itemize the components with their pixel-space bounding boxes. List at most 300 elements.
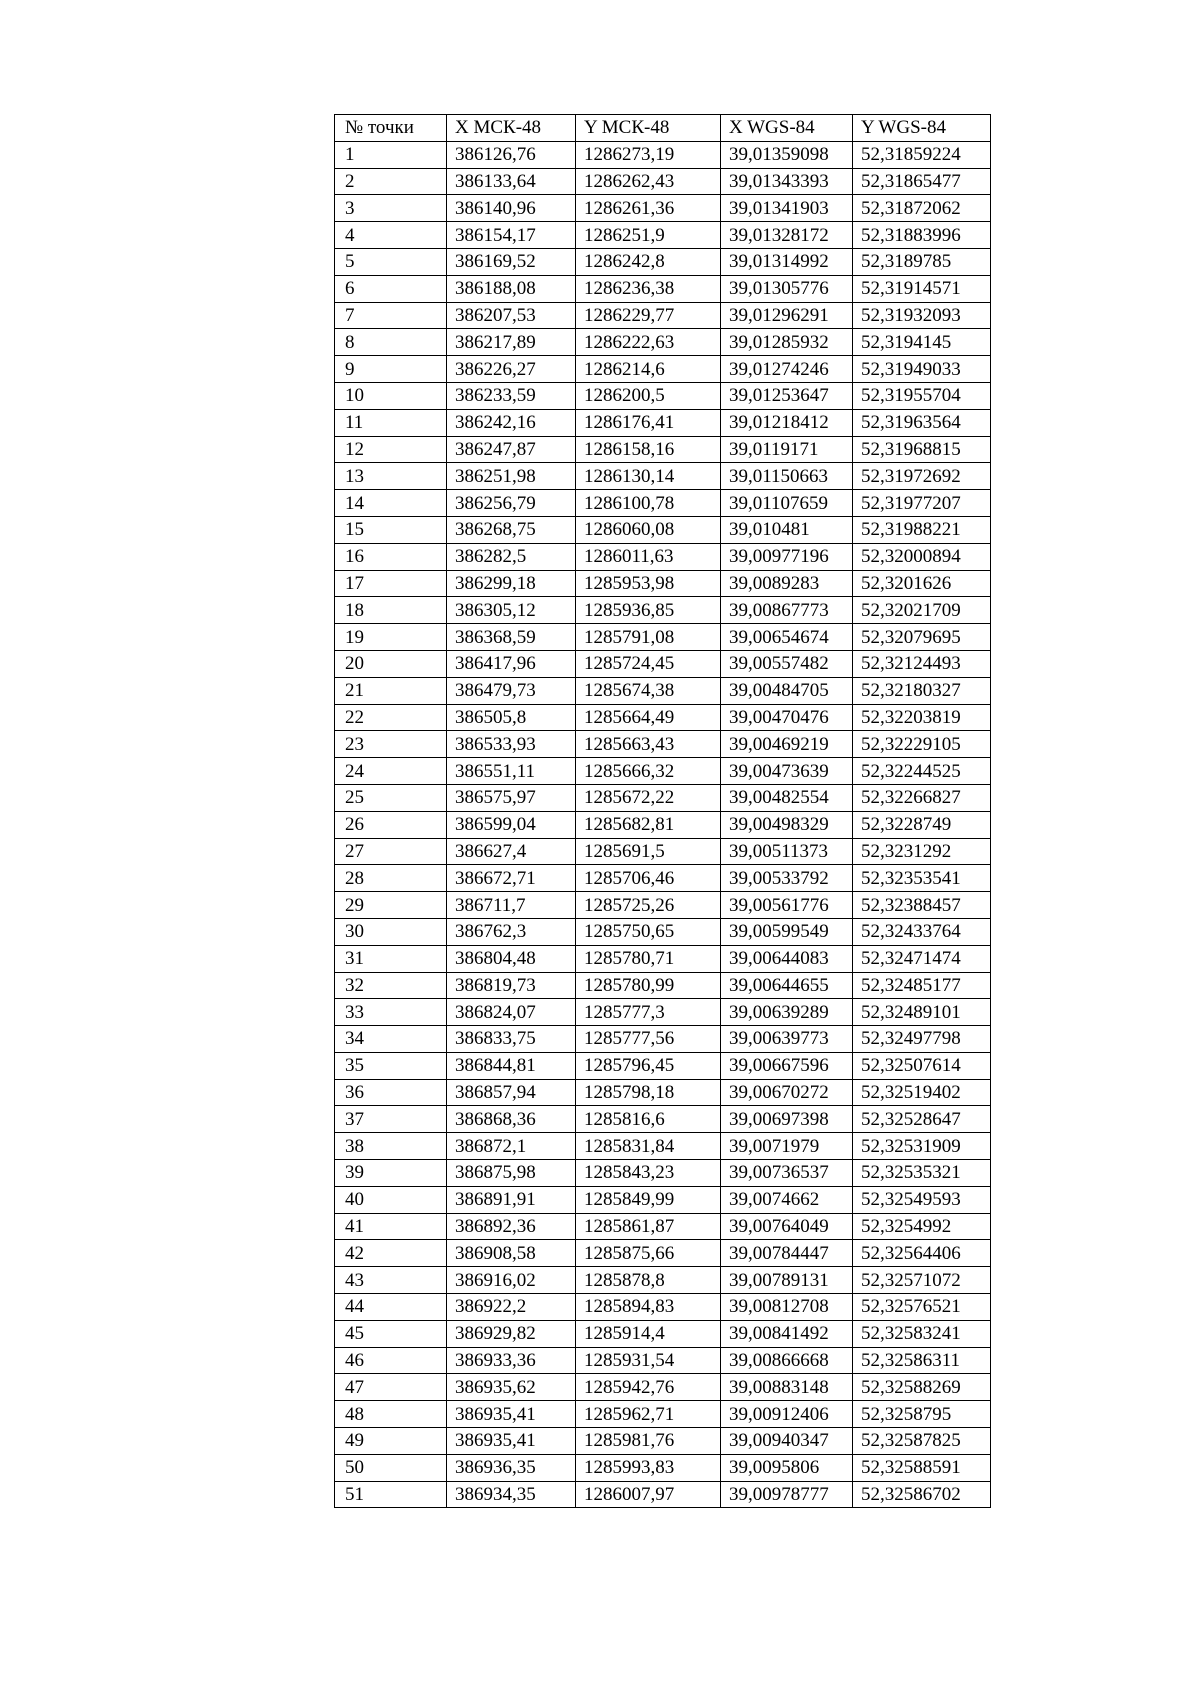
cell-x-wgs84: 39,01253647: [721, 382, 853, 409]
cell-x-wgs84: 39,01305776: [721, 275, 853, 302]
table-row: [335, 1481, 991, 1508]
cell-y-wgs84: 52,32485177: [853, 972, 991, 999]
table-row: [335, 543, 991, 570]
cell-y-wgs84: 52,32564406: [853, 1240, 991, 1267]
cell-x-wgs84: 39,00697398: [721, 1106, 853, 1133]
cell-x-wgs84: 39,00561776: [721, 892, 853, 919]
header-y-msk48: Y МСК-48: [576, 115, 721, 142]
cell-y-msk48: 1285672,22: [576, 784, 721, 811]
cell-x-wgs84: 39,01296291: [721, 302, 853, 329]
cell-y-wgs84: 52,32531909: [853, 1133, 991, 1160]
cell-y-wgs84: 52,32244525: [853, 758, 991, 785]
cell-y-msk48: 1286011,63: [576, 543, 721, 570]
cell-x-wgs84: 39,01341903: [721, 195, 853, 222]
cell-point-number: 7: [335, 302, 447, 329]
cell-y-wgs84: 52,32583241: [853, 1320, 991, 1347]
cell-y-wgs84: 52,32489101: [853, 999, 991, 1026]
cell-point-number: 30: [335, 918, 447, 945]
cell-y-msk48: 1285831,84: [576, 1133, 721, 1160]
cell-y-msk48: 1286273,19: [576, 141, 721, 168]
table-row: [335, 356, 991, 383]
cell-x-msk48: 386857,94: [447, 1079, 576, 1106]
cell-x-wgs84: 39,00670272: [721, 1079, 853, 1106]
cell-y-wgs84: 52,32571072: [853, 1267, 991, 1294]
table-row: [335, 1240, 991, 1267]
cell-y-msk48: 1285962,71: [576, 1401, 721, 1428]
table-row: [335, 1347, 991, 1374]
header-x-msk48: X МСК-48: [447, 115, 576, 142]
cell-point-number: 37: [335, 1106, 447, 1133]
cell-y-msk48: 1285981,76: [576, 1428, 721, 1455]
cell-y-wgs84: 52,32433764: [853, 918, 991, 945]
cell-x-wgs84: 39,00841492: [721, 1320, 853, 1347]
cell-y-wgs84: 52,32586311: [853, 1347, 991, 1374]
cell-x-wgs84: 39,00498329: [721, 811, 853, 838]
cell-y-msk48: 1285674,38: [576, 677, 721, 704]
cell-point-number: 21: [335, 677, 447, 704]
cell-x-msk48: 386551,11: [447, 758, 576, 785]
cell-y-msk48: 1285691,5: [576, 838, 721, 865]
cell-x-wgs84: 39,01285932: [721, 329, 853, 356]
cell-y-msk48: 1285663,43: [576, 731, 721, 758]
table-row: [335, 1133, 991, 1160]
cell-x-msk48: 386188,08: [447, 275, 576, 302]
table-row: [335, 436, 991, 463]
table-header: [335, 115, 991, 142]
cell-y-msk48: 1285931,54: [576, 1347, 721, 1374]
coordinates-table: [334, 114, 991, 1508]
table-body: [335, 141, 991, 1508]
cell-x-msk48: 386804,48: [447, 945, 576, 972]
cell-x-msk48: 386256,79: [447, 490, 576, 517]
cell-y-msk48: 1285849,99: [576, 1186, 721, 1213]
cell-x-msk48: 386875,98: [447, 1160, 576, 1187]
cell-y-wgs84: 52,31949033: [853, 356, 991, 383]
cell-x-msk48: 386935,41: [447, 1401, 576, 1428]
cell-x-wgs84: 39,01274246: [721, 356, 853, 383]
cell-x-wgs84: 39,00644083: [721, 945, 853, 972]
cell-point-number: 2: [335, 168, 447, 195]
table-row: [335, 892, 991, 919]
cell-x-msk48: 386417,96: [447, 650, 576, 677]
cell-x-wgs84: 39,01107659: [721, 490, 853, 517]
table-row: [335, 329, 991, 356]
cell-y-wgs84: 52,3189785: [853, 248, 991, 275]
cell-y-msk48: 1285791,08: [576, 624, 721, 651]
cell-y-wgs84: 52,32535321: [853, 1160, 991, 1187]
cell-point-number: 43: [335, 1267, 447, 1294]
cell-y-msk48: 1285664,49: [576, 704, 721, 731]
cell-point-number: 41: [335, 1213, 447, 1240]
cell-x-wgs84: 39,0089283: [721, 570, 853, 597]
cell-point-number: 22: [335, 704, 447, 731]
cell-y-msk48: 1286200,5: [576, 382, 721, 409]
cell-x-msk48: 386154,17: [447, 222, 576, 249]
cell-point-number: 6: [335, 275, 447, 302]
table-row: [335, 516, 991, 543]
cell-x-msk48: 386833,75: [447, 1026, 576, 1053]
cell-x-wgs84: 39,01328172: [721, 222, 853, 249]
cell-x-wgs84: 39,0095806: [721, 1454, 853, 1481]
cell-y-wgs84: 52,32497798: [853, 1026, 991, 1053]
cell-y-msk48: 1285816,6: [576, 1106, 721, 1133]
cell-y-wgs84: 52,31963564: [853, 409, 991, 436]
cell-point-number: 49: [335, 1428, 447, 1455]
cell-y-wgs84: 52,32079695: [853, 624, 991, 651]
cell-point-number: 32: [335, 972, 447, 999]
cell-y-wgs84: 52,31955704: [853, 382, 991, 409]
cell-y-msk48: 1286100,78: [576, 490, 721, 517]
cell-x-msk48: 386819,73: [447, 972, 576, 999]
cell-y-wgs84: 52,31977207: [853, 490, 991, 517]
cell-y-msk48: 1285993,83: [576, 1454, 721, 1481]
cell-y-wgs84: 52,31872062: [853, 195, 991, 222]
cell-x-msk48: 386935,41: [447, 1428, 576, 1455]
cell-point-number: 40: [335, 1186, 447, 1213]
cell-x-wgs84: 39,00812708: [721, 1294, 853, 1321]
cell-y-wgs84: 52,32471474: [853, 945, 991, 972]
table-row: [335, 1186, 991, 1213]
cell-x-msk48: 386935,62: [447, 1374, 576, 1401]
cell-y-msk48: 1285780,71: [576, 945, 721, 972]
cell-x-msk48: 386824,07: [447, 999, 576, 1026]
cell-x-wgs84: 39,01343393: [721, 168, 853, 195]
cell-x-msk48: 386711,7: [447, 892, 576, 919]
cell-y-wgs84: 52,3254992: [853, 1213, 991, 1240]
cell-x-wgs84: 39,00667596: [721, 1052, 853, 1079]
cell-y-msk48: 1285942,76: [576, 1374, 721, 1401]
cell-y-msk48: 1286236,38: [576, 275, 721, 302]
table-row: [335, 1079, 991, 1106]
table-row: [335, 650, 991, 677]
cell-x-msk48: 386242,16: [447, 409, 576, 436]
cell-x-wgs84: 39,0119171: [721, 436, 853, 463]
cell-y-msk48: 1286262,43: [576, 168, 721, 195]
cell-point-number: 50: [335, 1454, 447, 1481]
cell-y-msk48: 1285875,66: [576, 1240, 721, 1267]
cell-x-wgs84: 39,00789131: [721, 1267, 853, 1294]
cell-y-msk48: 1285725,26: [576, 892, 721, 919]
cell-point-number: 11: [335, 409, 447, 436]
cell-y-msk48: 1285666,32: [576, 758, 721, 785]
cell-x-wgs84: 39,00764049: [721, 1213, 853, 1240]
cell-x-wgs84: 39,01359098: [721, 141, 853, 168]
cell-x-wgs84: 39,00883148: [721, 1374, 853, 1401]
cell-x-msk48: 386868,36: [447, 1106, 576, 1133]
cell-point-number: 47: [335, 1374, 447, 1401]
cell-y-msk48: 1286222,63: [576, 329, 721, 356]
table-row: [335, 1401, 991, 1428]
cell-point-number: 27: [335, 838, 447, 865]
cell-x-msk48: 386479,73: [447, 677, 576, 704]
cell-point-number: 25: [335, 784, 447, 811]
table-row: [335, 275, 991, 302]
cell-y-wgs84: 52,3194145: [853, 329, 991, 356]
cell-y-wgs84: 52,32021709: [853, 597, 991, 624]
cell-x-wgs84: 39,00940347: [721, 1428, 853, 1455]
cell-y-wgs84: 52,31968815: [853, 436, 991, 463]
cell-y-msk48: 1286229,77: [576, 302, 721, 329]
cell-x-msk48: 386368,59: [447, 624, 576, 651]
cell-x-wgs84: 39,00469219: [721, 731, 853, 758]
cell-point-number: 23: [335, 731, 447, 758]
cell-x-msk48: 386933,36: [447, 1347, 576, 1374]
cell-y-msk48: 1285914,4: [576, 1320, 721, 1347]
cell-point-number: 45: [335, 1320, 447, 1347]
table-row: [335, 811, 991, 838]
table-row: [335, 918, 991, 945]
table-row: [335, 597, 991, 624]
cell-y-msk48: 1285724,45: [576, 650, 721, 677]
cell-point-number: 44: [335, 1294, 447, 1321]
cell-point-number: 10: [335, 382, 447, 409]
cell-x-msk48: 386872,1: [447, 1133, 576, 1160]
cell-x-msk48: 386929,82: [447, 1320, 576, 1347]
cell-point-number: 46: [335, 1347, 447, 1374]
cell-x-wgs84: 39,00977196: [721, 543, 853, 570]
header-row: [335, 115, 991, 142]
table-row: [335, 382, 991, 409]
cell-x-msk48: 386247,87: [447, 436, 576, 463]
cell-y-wgs84: 52,32588591: [853, 1454, 991, 1481]
cell-point-number: 1: [335, 141, 447, 168]
cell-x-msk48: 386533,93: [447, 731, 576, 758]
cell-point-number: 34: [335, 1026, 447, 1053]
cell-x-msk48: 386126,76: [447, 141, 576, 168]
cell-point-number: 33: [335, 999, 447, 1026]
cell-x-wgs84: 39,00470476: [721, 704, 853, 731]
cell-x-msk48: 386844,81: [447, 1052, 576, 1079]
cell-y-wgs84: 52,32203819: [853, 704, 991, 731]
cell-x-wgs84: 39,0074662: [721, 1186, 853, 1213]
cell-x-wgs84: 39,00866668: [721, 1347, 853, 1374]
cell-x-msk48: 386627,4: [447, 838, 576, 865]
cell-y-msk48: 1285777,56: [576, 1026, 721, 1053]
table-row: [335, 1052, 991, 1079]
table-row: [335, 248, 991, 275]
cell-x-wgs84: 39,00639289: [721, 999, 853, 1026]
table-row: [335, 1267, 991, 1294]
cell-point-number: 36: [335, 1079, 447, 1106]
cell-point-number: 3: [335, 195, 447, 222]
cell-x-wgs84: 39,01150663: [721, 463, 853, 490]
cell-y-msk48: 1286251,9: [576, 222, 721, 249]
cell-y-wgs84: 52,32180327: [853, 677, 991, 704]
cell-x-wgs84: 39,00654674: [721, 624, 853, 651]
table-row: [335, 141, 991, 168]
cell-x-msk48: 386233,59: [447, 382, 576, 409]
cell-point-number: 14: [335, 490, 447, 517]
cell-y-wgs84: 52,32000894: [853, 543, 991, 570]
table-row: [335, 409, 991, 436]
cell-x-msk48: 386207,53: [447, 302, 576, 329]
cell-point-number: 20: [335, 650, 447, 677]
table-row: [335, 624, 991, 651]
cell-x-wgs84: 39,00978777: [721, 1481, 853, 1508]
cell-x-wgs84: 39,00639773: [721, 1026, 853, 1053]
cell-y-wgs84: 52,32507614: [853, 1052, 991, 1079]
cell-y-wgs84: 52,32576521: [853, 1294, 991, 1321]
cell-x-msk48: 386505,8: [447, 704, 576, 731]
cell-x-wgs84: 39,00482554: [721, 784, 853, 811]
cell-x-msk48: 386305,12: [447, 597, 576, 624]
cell-x-msk48: 386891,91: [447, 1186, 576, 1213]
cell-point-number: 9: [335, 356, 447, 383]
cell-x-msk48: 386908,58: [447, 1240, 576, 1267]
cell-x-msk48: 386762,3: [447, 918, 576, 945]
cell-point-number: 17: [335, 570, 447, 597]
header-x-wgs84: X WGS-84: [721, 115, 853, 142]
cell-y-wgs84: 52,31865477: [853, 168, 991, 195]
cell-x-msk48: 386133,64: [447, 168, 576, 195]
cell-x-wgs84: 39,01218412: [721, 409, 853, 436]
table-row: [335, 302, 991, 329]
table-row: [335, 1428, 991, 1455]
cell-y-wgs84: 52,32353541: [853, 865, 991, 892]
table-row: [335, 1106, 991, 1133]
cell-x-msk48: 386934,35: [447, 1481, 576, 1508]
cell-y-msk48: 1285936,85: [576, 597, 721, 624]
cell-point-number: 13: [335, 463, 447, 490]
cell-x-msk48: 386916,02: [447, 1267, 576, 1294]
cell-x-wgs84: 39,010481: [721, 516, 853, 543]
table-row: [335, 999, 991, 1026]
cell-y-msk48: 1285843,23: [576, 1160, 721, 1187]
cell-y-wgs84: 52,31883996: [853, 222, 991, 249]
cell-point-number: 26: [335, 811, 447, 838]
table-row: [335, 758, 991, 785]
table-row: [335, 1294, 991, 1321]
cell-x-msk48: 386922,2: [447, 1294, 576, 1321]
cell-x-msk48: 386672,71: [447, 865, 576, 892]
cell-x-wgs84: 39,00484705: [721, 677, 853, 704]
cell-point-number: 24: [335, 758, 447, 785]
header-y-wgs84: Y WGS-84: [853, 115, 991, 142]
cell-y-msk48: 1286214,6: [576, 356, 721, 383]
table-row: [335, 168, 991, 195]
cell-point-number: 35: [335, 1052, 447, 1079]
table-row: [335, 1374, 991, 1401]
cell-y-wgs84: 52,3201626: [853, 570, 991, 597]
cell-y-msk48: 1285780,99: [576, 972, 721, 999]
table-row: [335, 463, 991, 490]
cell-x-msk48: 386599,04: [447, 811, 576, 838]
cell-x-wgs84: 39,01314992: [721, 248, 853, 275]
cell-y-wgs84: 52,32266827: [853, 784, 991, 811]
cell-y-wgs84: 52,31914571: [853, 275, 991, 302]
table-row: [335, 1454, 991, 1481]
cell-x-msk48: 386268,75: [447, 516, 576, 543]
cell-y-wgs84: 52,32587825: [853, 1428, 991, 1455]
cell-y-wgs84: 52,32586702: [853, 1481, 991, 1508]
cell-y-msk48: 1286242,8: [576, 248, 721, 275]
cell-x-wgs84: 39,00736537: [721, 1160, 853, 1187]
table-row: [335, 1320, 991, 1347]
cell-x-msk48: 386282,5: [447, 543, 576, 570]
cell-point-number: 31: [335, 945, 447, 972]
cell-y-wgs84: 52,32588269: [853, 1374, 991, 1401]
cell-point-number: 5: [335, 248, 447, 275]
cell-y-msk48: 1285682,81: [576, 811, 721, 838]
cell-y-wgs84: 52,32229105: [853, 731, 991, 758]
table-row: [335, 1026, 991, 1053]
table-row: [335, 490, 991, 517]
cell-point-number: 18: [335, 597, 447, 624]
cell-point-number: 51: [335, 1481, 447, 1508]
cell-y-msk48: 1285878,8: [576, 1267, 721, 1294]
cell-point-number: 19: [335, 624, 447, 651]
cell-x-msk48: 386217,89: [447, 329, 576, 356]
cell-x-wgs84: 39,00912406: [721, 1401, 853, 1428]
cell-point-number: 29: [335, 892, 447, 919]
cell-y-wgs84: 52,3228749: [853, 811, 991, 838]
table-row: [335, 945, 991, 972]
cell-x-wgs84: 39,0071979: [721, 1133, 853, 1160]
table-row: [335, 1213, 991, 1240]
cell-point-number: 15: [335, 516, 447, 543]
cell-x-wgs84: 39,00599549: [721, 918, 853, 945]
cell-y-wgs84: 52,31972692: [853, 463, 991, 490]
cell-x-msk48: 386169,52: [447, 248, 576, 275]
cell-y-msk48: 1286176,41: [576, 409, 721, 436]
cell-y-msk48: 1285953,98: [576, 570, 721, 597]
cell-x-msk48: 386892,36: [447, 1213, 576, 1240]
cell-y-wgs84: 52,32519402: [853, 1079, 991, 1106]
cell-x-msk48: 386251,98: [447, 463, 576, 490]
cell-y-msk48: 1285750,65: [576, 918, 721, 945]
cell-point-number: 39: [335, 1160, 447, 1187]
cell-y-msk48: 1286007,97: [576, 1481, 721, 1508]
cell-y-msk48: 1285798,18: [576, 1079, 721, 1106]
cell-y-wgs84: 52,32388457: [853, 892, 991, 919]
table-row: [335, 1160, 991, 1187]
cell-x-wgs84: 39,00784447: [721, 1240, 853, 1267]
cell-x-wgs84: 39,00644655: [721, 972, 853, 999]
table-row: [335, 704, 991, 731]
cell-y-msk48: 1285894,83: [576, 1294, 721, 1321]
cell-y-wgs84: 52,32124493: [853, 650, 991, 677]
cell-x-wgs84: 39,00511373: [721, 838, 853, 865]
cell-y-wgs84: 52,32528647: [853, 1106, 991, 1133]
cell-x-msk48: 386140,96: [447, 195, 576, 222]
cell-x-msk48: 386575,97: [447, 784, 576, 811]
cell-y-wgs84: 52,32549593: [853, 1186, 991, 1213]
cell-point-number: 42: [335, 1240, 447, 1267]
cell-y-msk48: 1286130,14: [576, 463, 721, 490]
cell-x-wgs84: 39,00867773: [721, 597, 853, 624]
cell-point-number: 8: [335, 329, 447, 356]
table-row: [335, 865, 991, 892]
table-row: [335, 570, 991, 597]
table-row: [335, 731, 991, 758]
cell-y-msk48: 1286158,16: [576, 436, 721, 463]
cell-y-msk48: 1285861,87: [576, 1213, 721, 1240]
cell-point-number: 16: [335, 543, 447, 570]
table-row: [335, 972, 991, 999]
cell-y-wgs84: 52,31988221: [853, 516, 991, 543]
cell-y-msk48: 1286261,36: [576, 195, 721, 222]
cell-point-number: 38: [335, 1133, 447, 1160]
cell-point-number: 12: [335, 436, 447, 463]
cell-point-number: 4: [335, 222, 447, 249]
cell-x-wgs84: 39,00557482: [721, 650, 853, 677]
table-row: [335, 222, 991, 249]
cell-y-msk48: 1285706,46: [576, 865, 721, 892]
cell-y-msk48: 1286060,08: [576, 516, 721, 543]
cell-y-msk48: 1285777,3: [576, 999, 721, 1026]
table-row: [335, 784, 991, 811]
cell-x-msk48: 386936,35: [447, 1454, 576, 1481]
